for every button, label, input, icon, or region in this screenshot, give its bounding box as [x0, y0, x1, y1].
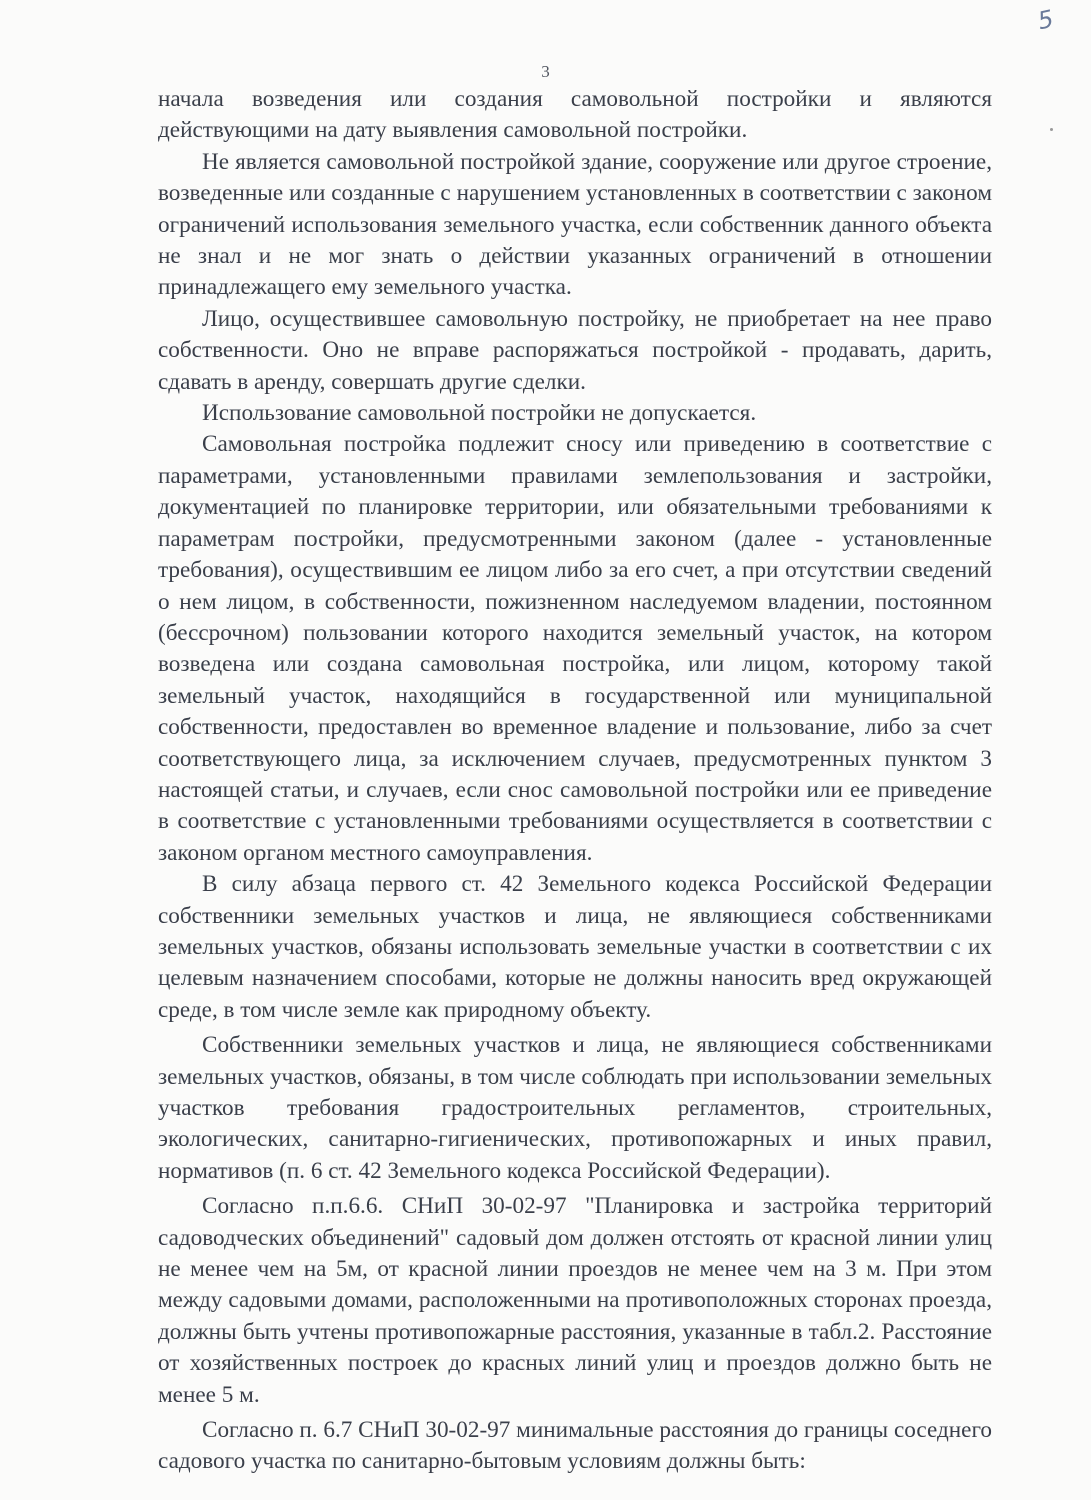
paragraph: Лицо, осуществившее самовольную постройку, не приобретает на нее право собственности. Оно не вправе распоряжаться постройкой - продавать, дарить, сдавать в аренду, совершать другие сделки.	[158, 305, 992, 395]
paragraph: Согласно п. 6.7 СНиП 30-02-97 минимальные расстояния до границы соседнего садового участка по санитарно-бытовым условиям должны быть:	[158, 1417, 992, 1475]
page-number: 3	[541, 62, 550, 81]
paragraph: Не является самовольной постройкой здание, сооружение или другое строение, возведенные или созданные с нарушением установленных в соответствии с законом ограничений использования земельного участка, если собственник данного объекта не знал и не мог знать о действии указанных ограничений в отношении принадлежащего ему земельного участка.	[158, 148, 992, 301]
paragraph: Согласно п.п.6.6. СНиП 30-02-97 "Планировка и застройка территорий садоводческих объединений" садовый дом должен отстоять от красной линии улиц не менее чем на 5м, от красной линии проездов не менее чем на 3 м. При этом между садовыми домами, расположенными на противоположных сторонах проезда, должны быть учтены противопожарные расстояния, указанные в табл.2. Расстояние от хозяйственных построек до красных линий улиц и проездов должно быть не менее 5 м.	[158, 1193, 992, 1408]
scan-speck	[1050, 128, 1053, 131]
paragraph: Собственники земельных участков и лица, не являющиеся собственниками земельных участков, обязаны, в том числе соблюдать при использовании земельных участков требования градостроительных регламентов, строительных, экологических, санитарно-гигиенических, противопожарных и иных правил, нормативов (п. 6 ст. 42 Земельного кодекса Российской Федерации).	[158, 1032, 992, 1184]
paragraph: Самовольная постройка подлежит сносу или приведению в соответствие с параметрами, установленными правилами землепользования и застройки, документацией по планировке территории, или обязательными требованиями к параметрам постройки, предусмотренными законом (далее - установленные требования), осуществившим ее лицом либо за его счет, а при отсутствии сведений о нем лицом, в собственности, пожизненном наследуемом владении, постоянном (бессрочном) пользовании которого находится земельный участок, на котором возведена или создана самовольная постройка, или лицом, которому такой земельный участок, находящийся в государственной или муниципальной собственности, предоставлен во временное владение и пользование, либо за счет соответствующего лица, за исключением случаев, предусмотренных пунктом 3 настоящей статьи, и случаев, если снос самовольной постройки или ее приведение в соответствие с установленными требованиями осуществляется в соответствии с законом органом местного самоуправления.	[158, 431, 992, 866]
paragraph-continuation: начала возведения или создания самовольной постройки и являются действующими на дату выявления самовольной постройки.	[158, 86, 992, 144]
paragraph: В силу абзаца первого ст. 42 Земельного кодекса Российской Федерации собственники земельных участков и лица, не являющиеся собственниками земельных участков, обязаны использовать земельные участки в соответствии с их целевым назначением способами, которые не должны наносить вред окружающей среде, в том числе земле как природному объекту.	[158, 871, 992, 1023]
document-body	[158, 84, 992, 1478]
paragraph: Использование самовольной постройки не допускается.	[202, 400, 757, 427]
handwritten-page-mark: 5	[1034, 4, 1056, 36]
